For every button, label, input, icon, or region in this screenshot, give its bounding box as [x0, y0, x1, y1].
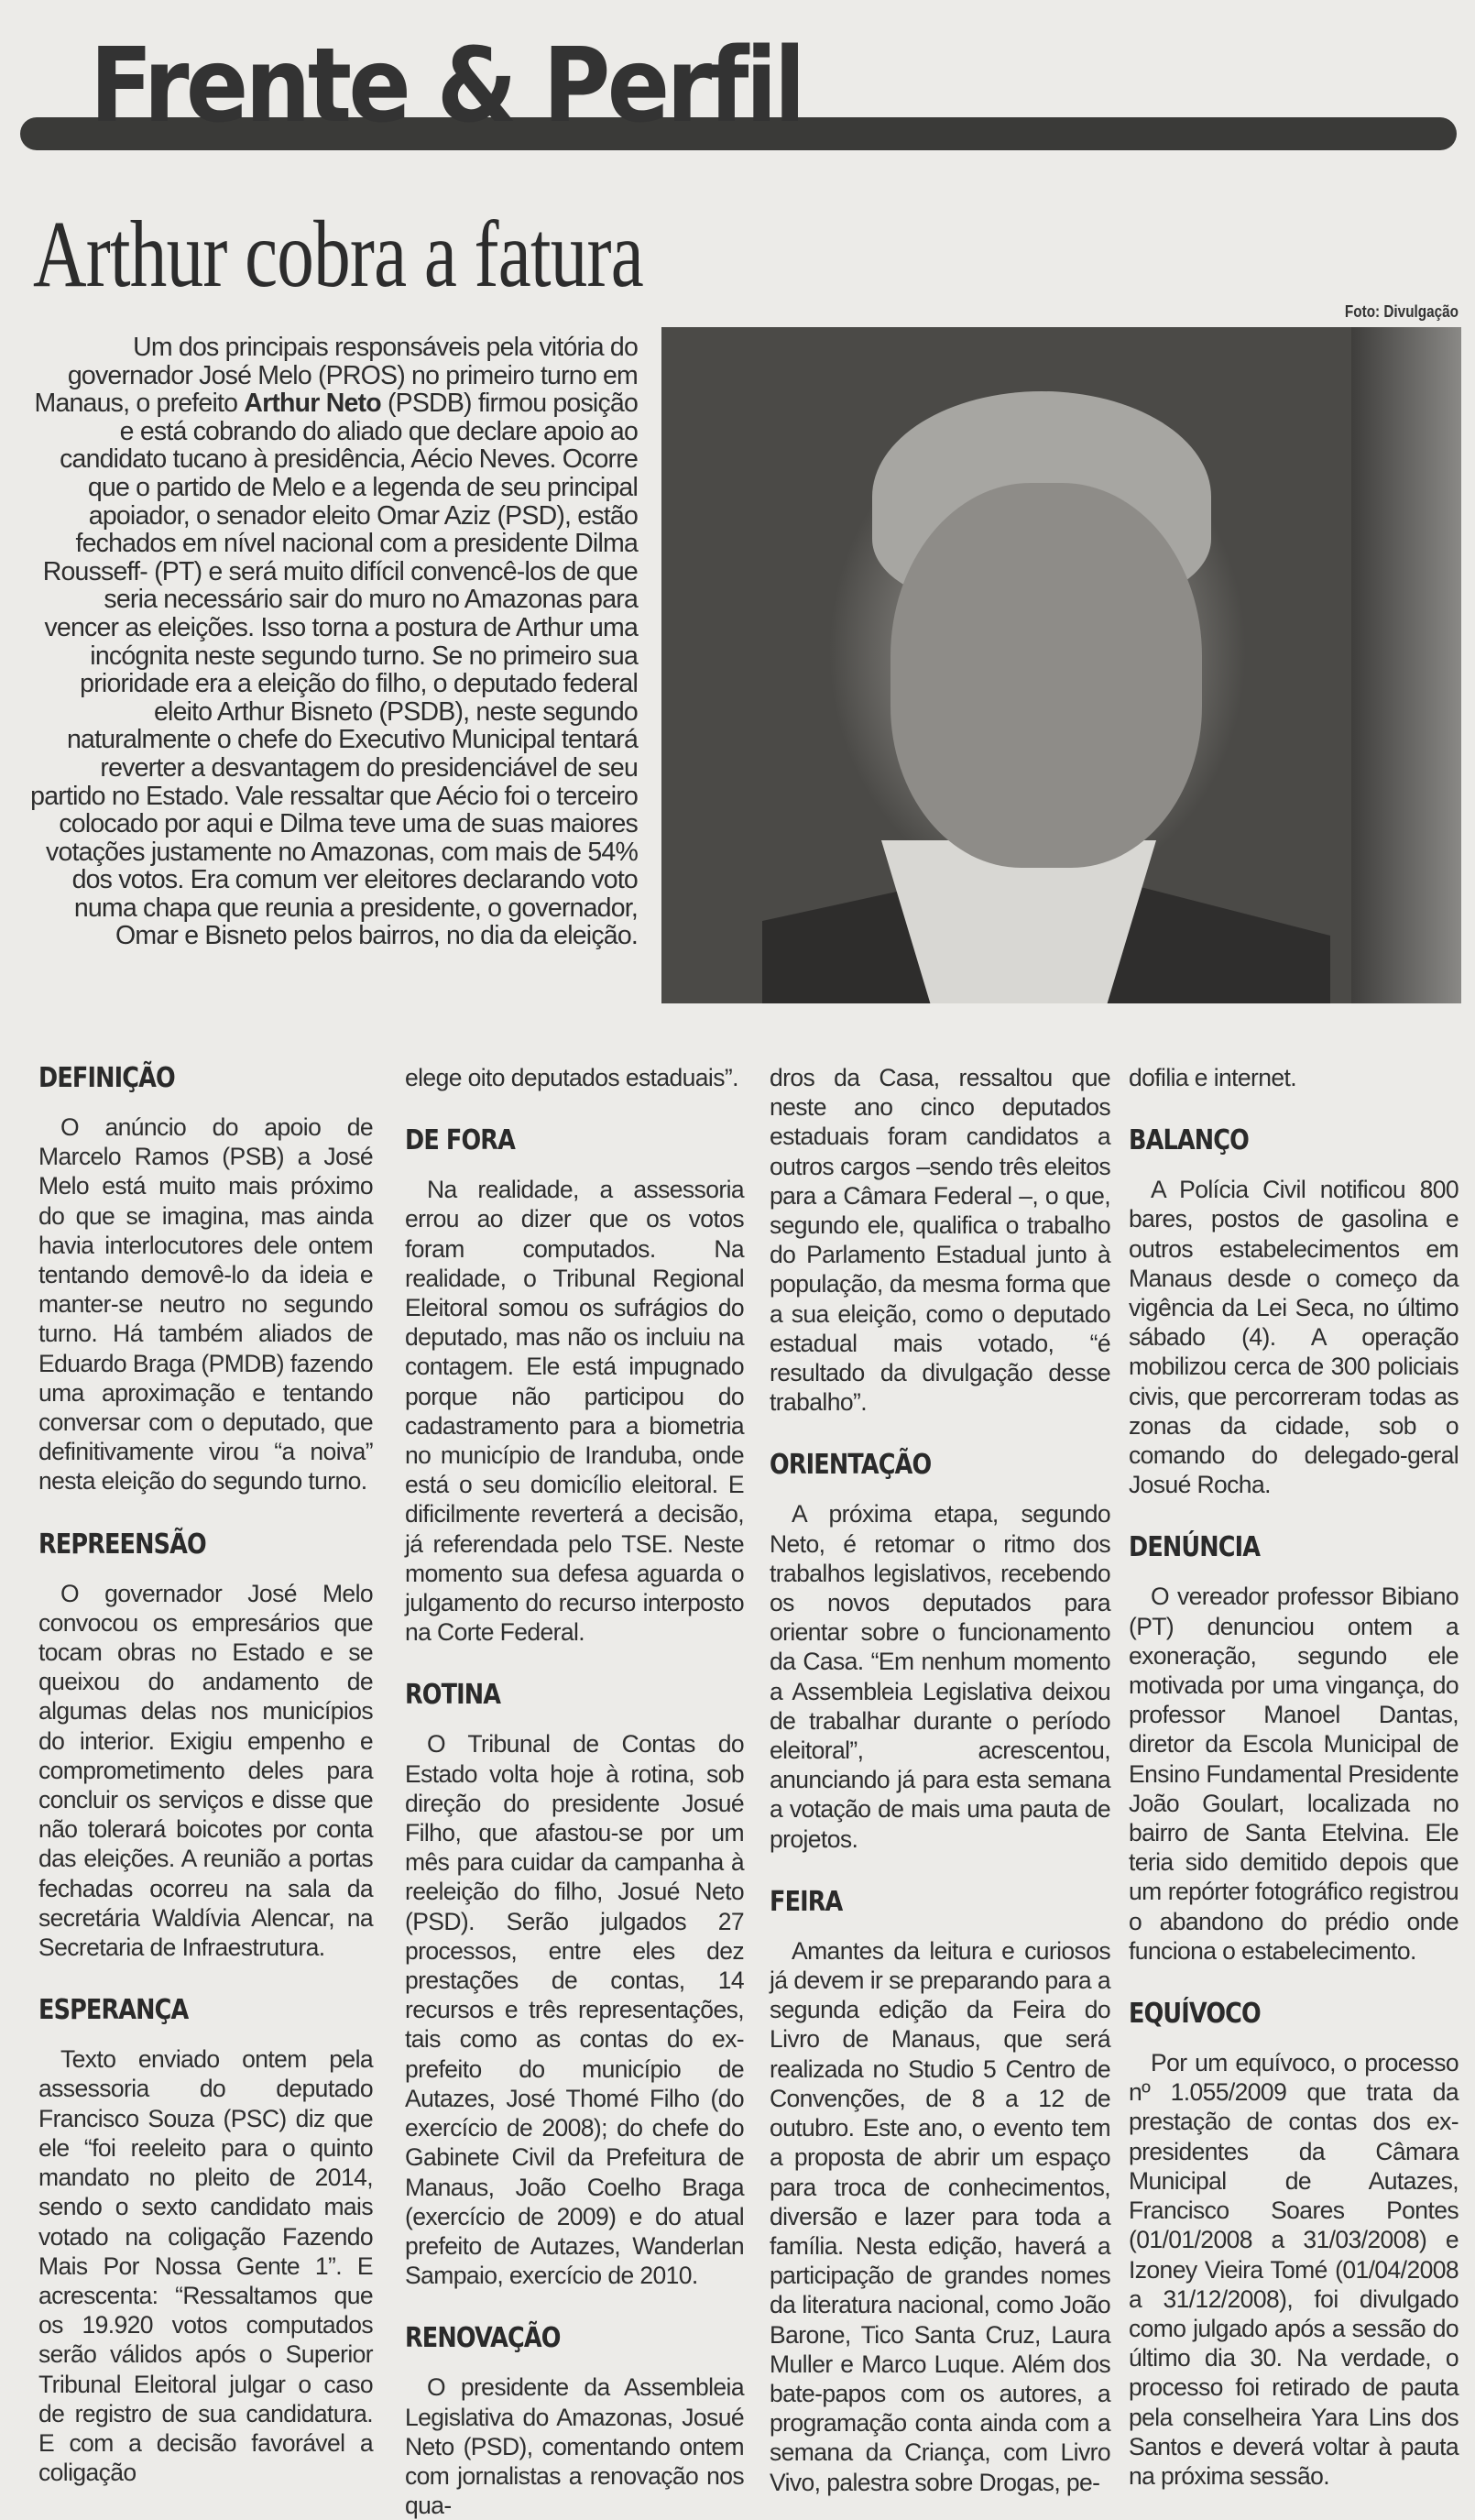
- note-title-orientacao: ORIENTAÇÃO: [770, 1449, 932, 1482]
- column-4: [1129, 1063, 1459, 2491]
- note-text-repreensao: O governador José Melo convocou os empresários que tocam obras no Estado e se queixou do andamento de algumas delas nos municípios do interior. Exigiu empenho e comprometimento deles para concluir os serviços e disse que não tolerará boicotes por conta das eleições. A reunião a portas fechadas ocorreu na sala da secretária Waldívia Alencar, na Secretaria de Infraestrutura.: [38, 1579, 373, 1962]
- article-headline: Arthur cobra a fatura: [33, 202, 644, 307]
- note-title-definicao: DEFINIÇÃO: [38, 1062, 175, 1094]
- note-text-de-fora: Na realidade, a assessoria errou ao dizer que os votos foram computados. Na realidade, o Tribunal Regional Eleitoral somou os sufrágios do deputado, mas não os incluiu na contagem. Ele está impugnado porque não participou do cadastramento para a biometria no município de Iranduba, onde está o seu domicílio eleitoral. E dificilmente reverterá a decisão, já referendada pelo TSE. Neste momento sua defesa aguarda o julgamento do recurso interposto na Corte Federal.: [405, 1176, 744, 1647]
- note-title-rotina: ROTINA: [405, 1679, 501, 1712]
- article-photo: [661, 327, 1461, 1003]
- note-title-feira: FEIRA: [770, 1885, 843, 1918]
- note-title-repreensao: REPREENSÃO: [38, 1528, 206, 1561]
- note-text-feira: Amantes da leitura e curiosos já devem ir se preparando para a segunda edição da Feira do Livro de Manaus, que será realizada no Studio 5 Centro de Convenções, de 8 a 12 de outubro. Este ano, o evento tem a proposta de abrir um espaço para troca de conhecimentos, diversão e lazer para toda a família. Nesta edição, haverá a participação de grandes nomes da literatura nacional, como João Barone, Tico Santa Cruz, Laura Muller e Marco Luque. Além dos bate-papos com os autores, a programação conta ainda com a semana da Criança, com Livro Vivo, palestra sobre Drogas, pe-: [770, 1936, 1110, 2496]
- intro-bold-name: Arthur Neto: [244, 389, 381, 419]
- note-title-denuncia: DENÚNCIA: [1129, 1531, 1261, 1564]
- note-continuation-renovacao: dros da Casa, ressaltou que neste ano cinco deputados estaduais foram candidatos a outros cargos –sendo três eleitos para a Câmara Federal –, o que, segundo ele, qualifica o trabalho do Parlamento Estadual junto à população, da mesma forma que a sua eleição, como o deputado estadual mais votado, “é resultado da divulgação desse trabalho”.: [770, 1064, 1110, 1417]
- note-text-orientacao: A próxima etapa, segundo Neto, é retomar o ritmo dos trabalhos legislativos, recebendo os novos deputados para orientar sobre o funcionamento da Casa. “Em nenhum momento a Assembleia Legislativa deixou de trabalhar durante o período eleitoral”, acrescentou, anunciando já para esta semana a votação de mais uma pauta de projetos.: [770, 1500, 1110, 1853]
- column-2: [405, 1063, 744, 2520]
- note-continuation-esperanca: elege oito deputados estaduais”.: [405, 1064, 738, 1091]
- note-text-equivoco: Por um equívoco, o processo nº 1.055/2009 que trata da prestação de contas dos ex-presidentes da Câmara Municipal de Autazes, Francisco Soares Pontes (01/01/2008 a 31/03/2008) e Izoney Vieira Tomé (01/04/2008 a 31/12/2008), foi divulgado como julgado após a sessão do último dia 30. Na verdade, o processo foi retirado de pauta pela conselheira Yara Lins dos Santos e deverá voltar à pauta na próxima sessão.: [1129, 2049, 1459, 2490]
- note-title-de-fora: DE FORA: [405, 1124, 515, 1157]
- photo-background: [1351, 327, 1461, 1003]
- section-title: Frente & Perfil: [90, 27, 803, 146]
- note-continuation-feira: dofilia e internet.: [1129, 1064, 1297, 1091]
- column-3: [770, 1063, 1110, 2497]
- column-1: [38, 1063, 373, 2487]
- note-text-renovacao: O presidente da Assembleia Legislativa do Amazonas, Josué Neto (PSD), comentando ontem com jornalistas a renovação nos qua-: [405, 2373, 744, 2520]
- note-title-balanco: BALANÇO: [1129, 1124, 1249, 1157]
- photo-face: [890, 483, 1202, 868]
- intro-text-end: (PSDB) firmou posição e está cobrando do aliado que declare apoio ao candidato tucano à presidência, Aécio Neves. Ocorre que o partido de Melo e a legenda de seu principal apoiador, o senador eleito Omar Aziz (PSD), estão fechados em nível nacional com a presidente Dilma Rousseff- (PT) e será muito difícil convencê-los de que seria necessário sair do muro no Amazonas para vencer as eleições. Isso torna a postura de Arthur uma incógnita neste segundo turno. Se no primeiro sua prioridade era a eleição do filho, o deputado federal eleito Arthur Bisneto (PSDB), neste segundo naturalmente o chefe do Executivo Municipal tentará reverter a desvantagem do presidenciável de seu partido no Estado. Vale ressaltar que Aécio foi o terceiro colocado por aqui e Dilma teve uma de suas maiores votações justamente no Amazonas, com mais de 54% dos votos. Era comum ver eleitores declarando voto numa chapa que reunia a presidente, o governador, Omar e Bisneto pelos bairros, no dia da eleição.: [30, 389, 638, 951]
- article-intro: [27, 334, 638, 950]
- note-title-esperanca: ESPERANÇA: [38, 1994, 189, 2027]
- note-text-denuncia: O vereador professor Bibiano (PT) denunciou ontem a exoneração, segundo ele motivada por uma vingança, do professor Manoel Dantas, diretor da Escola Municipal de Ensino Fundamental Presidente João Goulart, localizada no bairro de Santa Etelvina. Ele teria sido demitido depois que um repórter fotográfico registrou o abandono do prédio onde funciona o estabelecimento.: [1129, 1583, 1459, 1965]
- note-text-esperanca: Texto enviado ontem pela assessoria do deputado Francisco Souza (PSC) diz que ele “foi reeleito para o quinto mandato no pleito de 2014, sendo o sexto candidato mais votado na coligação Fazendo Mais Por Nossa Gente 1”. E acrescenta: “Ressaltamos que os 19.920 votos computados serão válidos após o Superior Tribunal Eleitoral julgar o caso de registro de sua candidatura. E com a decisão favorável a coligação: [38, 2045, 373, 2487]
- intro-text-start: Um dos principais responsáveis pela vitória do governador José Melo (PROS) no primeiro turno em Manaus, o prefeito: [34, 333, 638, 419]
- note-title-renovacao: RENOVAÇÃO: [405, 2322, 561, 2355]
- photo-credit: Foto: Divulgação: [1344, 302, 1459, 321]
- note-text-rotina: O Tribunal de Contas do Estado volta hoje à rotina, sob direção do presidente Josué Filho, que afastou-se por um mês para cuidar da campanha à reeleição do filho, Josué Neto (PSD). Serão julgados 27 processos, entre eles dez prestações de contas, 14 recursos e três representações, tais como as contas do ex-prefeito do município de Autazes, José Thomé Filho (do exercício de 2008); do chefe do Gabinete Civil da Prefeitura de Manaus, João Coelho Braga (exercício de 2009) e do atual prefeito de Autazes, Wanderlan Sampaio, exercício de 2010.: [405, 1730, 744, 2290]
- note-text-balanco: A Polícia Civil notificou 800 bares, postos de gasolina e outros estabelecimentos em Manaus desde o começo da vigência da Lei Seca, no último sábado (4). A operação mobilizou cerca de 300 policiais civis, que percorreram todas as zonas da cidade, sob o comando do delegado-geral Josué Rocha.: [1129, 1176, 1459, 1499]
- note-text-definicao: O anúncio do apoio de Marcelo Ramos (PSB) a José Melo está muito mais próximo do que se imagina, mas ainda havia interlocutores dele ontem tentando demovê-lo da ideia e manter-se neutro no segundo turno. Há também aliados de Eduardo Braga (PMDB) fazendo uma aproximação e tentando conversar com o deputado, que definitivamente virou “a noiva” nesta eleição do segundo turno.: [38, 1113, 373, 1496]
- note-title-equivoco: EQUÍVOCO: [1129, 1998, 1261, 2031]
